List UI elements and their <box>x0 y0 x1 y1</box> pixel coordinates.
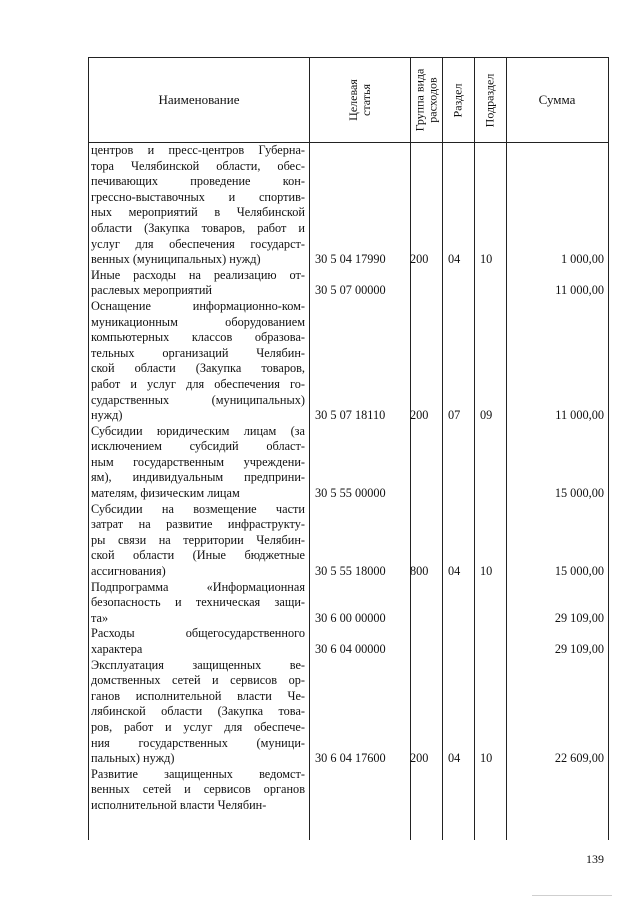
header-subsection <box>474 58 506 142</box>
header-name-text: Наименование <box>158 92 240 107</box>
header-group-line1: Группа вида <box>412 68 426 132</box>
name-line: безопасность и техническая защи- <box>91 595 305 610</box>
name-line: та» <box>91 610 109 625</box>
table-header <box>89 58 608 143</box>
name-line: раслевых мероприятий <box>91 283 212 298</box>
name-line: Подпрограмма «Информационная <box>91 579 305 594</box>
name-line: Эксплуатация защищенных ве- <box>91 657 305 672</box>
name-line: ской области (Иные бюджетные <box>91 548 305 563</box>
name-line: Расходы общегосударственного <box>91 626 305 641</box>
row-subsection: 10 <box>480 751 493 766</box>
name-line: работ и услуг для обеспечения го- <box>91 376 305 391</box>
name-line: исполнительной власти Челябин- <box>91 797 267 812</box>
row-code: 30 5 55 18000 <box>315 564 386 579</box>
header-code-text <box>346 79 372 121</box>
row-sum: 11 000,00 <box>555 408 604 423</box>
header-section <box>442 58 474 142</box>
column-divider <box>474 58 475 840</box>
row-sum: 15 000,00 <box>554 486 604 501</box>
row-section: 04 <box>448 252 461 267</box>
name-line: венных сетей и сервисов органов <box>91 782 305 797</box>
row-sum: 11 000,00 <box>555 283 604 298</box>
name-line: услуг для обеспечения государст- <box>91 236 305 251</box>
column-divider <box>442 58 443 840</box>
name-line: Оснащение информационно-ком- <box>91 298 305 313</box>
name-line: Иные расходы на реализацию от- <box>91 267 305 282</box>
name-line: тельных организаций Челябин- <box>91 345 305 360</box>
header-name <box>89 58 309 142</box>
name-line: компьютерных классов образова- <box>91 330 305 345</box>
name-line: области (Закупка товаров, работ и <box>91 220 305 235</box>
name-line: характера <box>91 642 143 656</box>
name-line: печивающих проведение кон- <box>91 174 305 189</box>
name-line: затрат на развитие инфраструкту- <box>91 517 305 532</box>
row-sum: 15 000,00 <box>554 564 604 579</box>
row-group: 800 <box>410 564 429 579</box>
name-line: ным государственным учреждени- <box>91 454 305 469</box>
row-sum: 29 109,00 <box>554 642 604 657</box>
name-line: мателям, физическим лицам <box>91 486 240 501</box>
row-code: 30 5 07 18110 <box>315 408 386 423</box>
name-line: ассигнования) <box>91 564 166 579</box>
row-subsection: 09 <box>480 408 493 423</box>
name-line: Субсидии юридическим лицам (за <box>91 423 305 438</box>
name-line: нужд) <box>91 408 123 423</box>
name-line: ям), индивидуальным предприни- <box>91 470 305 485</box>
header-code-line2: статья <box>358 84 373 116</box>
header-sum <box>506 58 608 142</box>
header-code <box>309 58 410 142</box>
column-divider <box>410 58 411 840</box>
header-group-line2: расходов <box>425 77 439 123</box>
name-line: тора Челябинской области, обес- <box>91 158 305 173</box>
name-line: пальных) нужд) <box>91 751 175 766</box>
name-line: сударственных (муниципальных) <box>91 392 305 407</box>
name-line: домственных сетей и сервисов ор- <box>91 673 305 688</box>
row-code: 30 6 04 00000 <box>315 642 386 657</box>
page-number: 139 <box>586 852 604 866</box>
row-sum: 29 109,00 <box>554 611 604 625</box>
name-line: Развитие защищенных ведомст- <box>91 766 305 781</box>
header-subsection-text: Подраздел <box>482 73 497 127</box>
name-line: ния государственных (муници- <box>91 735 305 750</box>
budget-table <box>88 57 609 840</box>
header-section-text: Раздел <box>450 83 465 117</box>
row-section: 04 <box>448 564 461 579</box>
row-subsection: 10 <box>480 564 493 579</box>
name-line: венных (муниципальных) нужд) <box>91 252 261 267</box>
header-code-line1: Целевая <box>345 79 360 121</box>
name-line: Субсидии на возмещение части <box>91 501 305 516</box>
row-group: 200 <box>410 252 429 267</box>
name-line: ры связи на территории Челябин- <box>91 532 305 547</box>
row-sum: 22 609,00 <box>554 751 604 766</box>
name-line: муникационным оборудованием <box>91 314 305 329</box>
name-line: лябинской области (Закупка това- <box>91 704 305 719</box>
column-divider <box>309 58 310 840</box>
name-line: ров, работ и услуг для обеспече- <box>91 719 305 734</box>
row-subsection: 10 <box>480 252 493 267</box>
row-group: 200 <box>410 751 429 766</box>
column-divider <box>506 58 507 840</box>
name-line: исключением субсидий област- <box>91 439 305 454</box>
name-line: ской области (Закупка товаров, <box>91 361 305 376</box>
header-group-text <box>413 69 439 132</box>
row-code: 30 5 07 00000 <box>315 283 386 298</box>
names-column <box>91 143 305 814</box>
header-group <box>410 58 442 142</box>
name-line: ных мероприятий в Челябинской <box>91 205 305 220</box>
row-section: 04 <box>448 751 461 766</box>
name-line: центров и пресс-центров Губерна- <box>91 143 305 157</box>
name-line: грессно-выставочных и спортив- <box>91 189 305 204</box>
row-code: 30 6 00 00000 <box>315 611 386 625</box>
row-sum: 1 000,00 <box>560 252 604 267</box>
row-code: 30 5 55 00000 <box>315 486 386 501</box>
row-section: 07 <box>448 408 461 423</box>
row-code: 30 5 04 17990 <box>315 252 386 267</box>
name-line: ганов исполнительной власти Че- <box>91 688 305 703</box>
row-code: 30 6 04 17600 <box>315 751 386 766</box>
header-sum-text: Сумма <box>538 92 576 107</box>
row-group: 200 <box>410 408 429 423</box>
footer-rule <box>532 895 612 896</box>
